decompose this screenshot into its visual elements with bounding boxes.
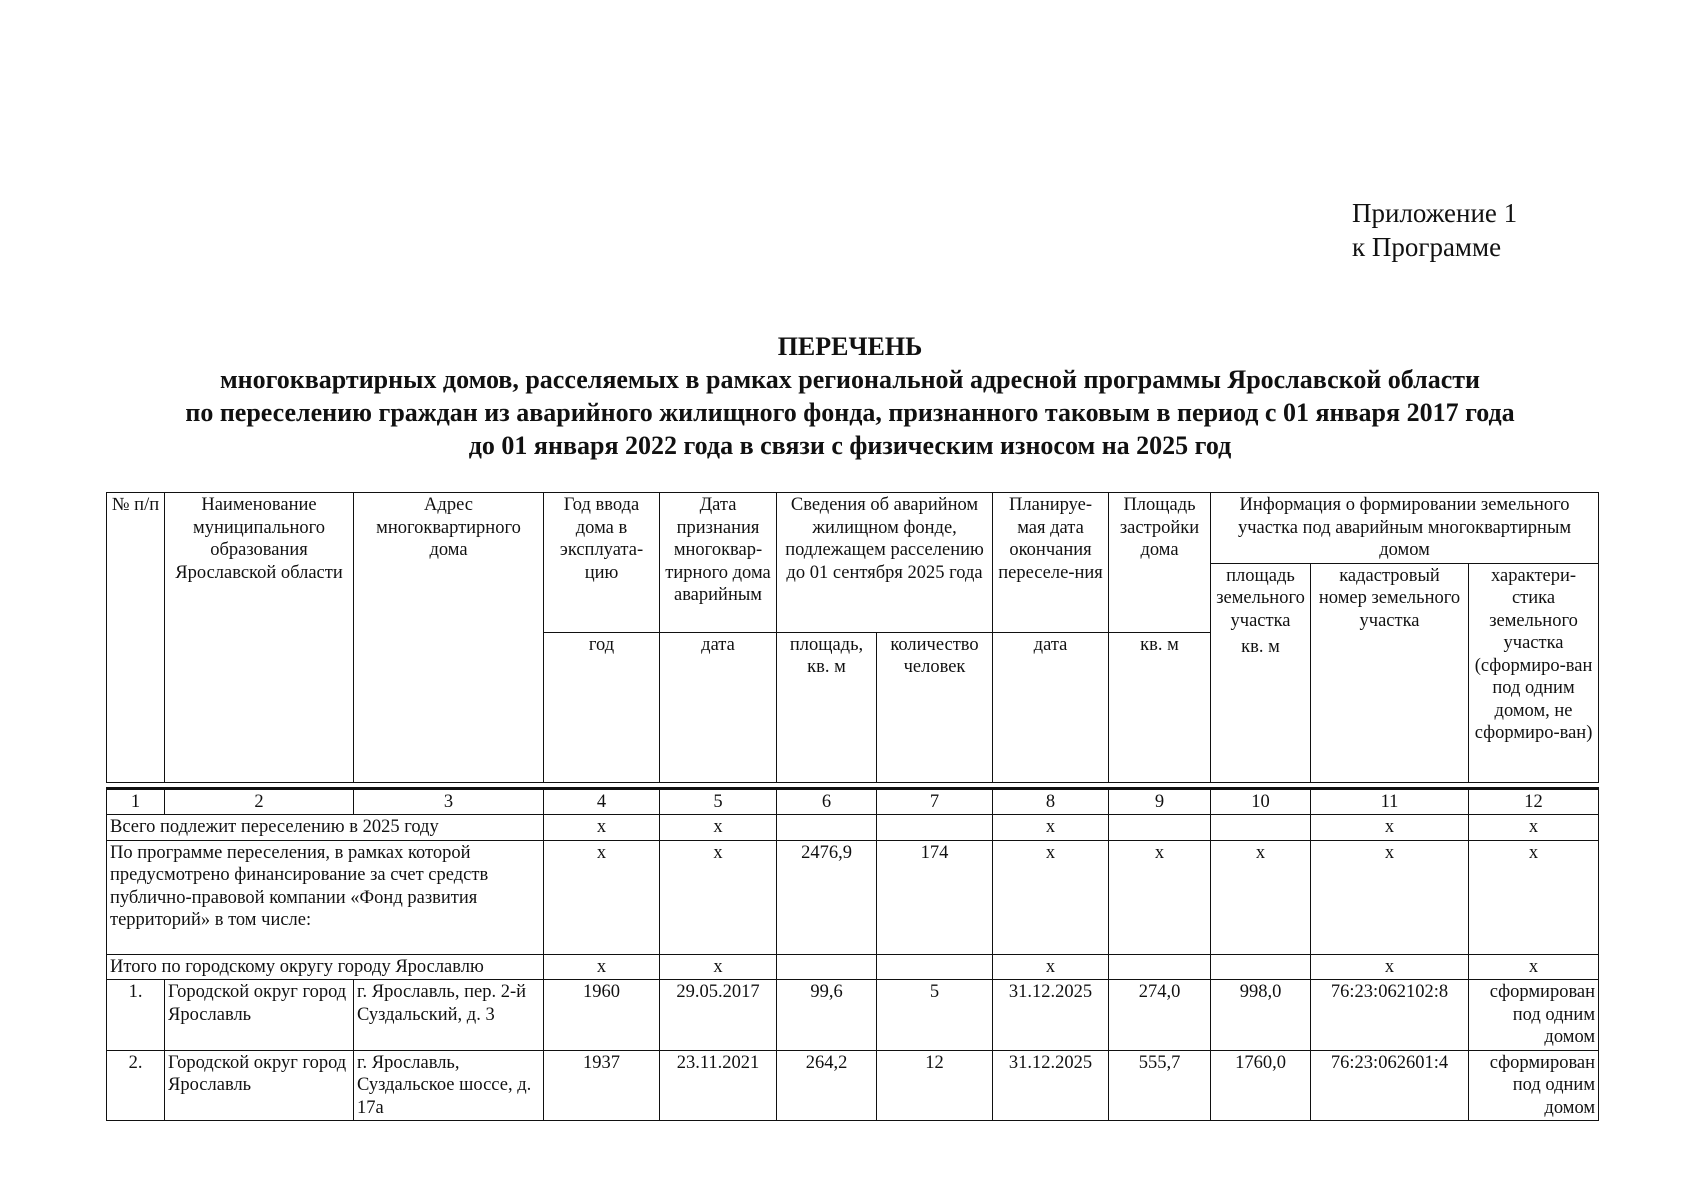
cell-year: 1960 [544, 980, 660, 1051]
cell-date: 23.11.2021 [660, 1050, 777, 1121]
col-number: 9 [1109, 788, 1211, 815]
col-number: 8 [993, 788, 1109, 815]
col-number: 10 [1211, 788, 1311, 815]
unit-area: площадь, кв. м [777, 632, 877, 782]
title-line-4: до 01 января 2022 года в связи с физическим износом на 2025 год [468, 431, 1232, 460]
cell [777, 954, 877, 980]
cell-area: 99,6 [777, 980, 877, 1051]
cell-year: 1937 [544, 1050, 660, 1121]
cell [1109, 954, 1211, 980]
cell: х [1211, 840, 1311, 954]
table-row [107, 980, 1599, 1051]
cell [1211, 815, 1311, 841]
cell [877, 954, 993, 980]
cell-municipality: Городской округ город Ярославль [165, 1050, 354, 1121]
header-fund-info: Сведения об аварийном жилищном фонде, подлежащем расселению до 01 сентября 2025 года [777, 493, 993, 633]
table-row-program [107, 840, 1599, 954]
col-number: 2 [165, 788, 354, 815]
col-number: 12 [1469, 788, 1599, 815]
header-address: Адрес многоквартирного дома [354, 493, 544, 783]
title-line-3: по переселению граждан из аварийного жилищного фонда, признанного таковым в период с 01 января 2017 года [185, 398, 1515, 427]
cell: х [1469, 840, 1599, 954]
header-land-status: характери-стика земельного участка (сформиро-ван под одним домом, не сформиро-ван) [1469, 563, 1599, 782]
cell-num: 1. [107, 980, 165, 1051]
appendix-line-2: к Программе [1352, 232, 1502, 262]
cell-built-area: 555,7 [1109, 1050, 1211, 1121]
cell: х [1109, 840, 1211, 954]
header-land-info: Информация о формировании земельного участка под аварийным многоквартирным домом [1211, 493, 1599, 564]
cell-municipality: Городской округ город Ярославль [165, 980, 354, 1051]
cell [1109, 815, 1211, 841]
cell: 174 [877, 840, 993, 954]
cell: х [993, 840, 1109, 954]
cell-address: г. Ярославль, пер. 2-й Суздальский, д. 3 [354, 980, 544, 1051]
title-line-1: ПЕРЕЧЕНЬ [777, 332, 923, 361]
cell: х [1311, 815, 1469, 841]
col-number: 1 [107, 788, 165, 815]
cell-address: г. Ярославль, Суздальское шоссе, д. 17а [354, 1050, 544, 1121]
cell-built-area: 274,0 [1109, 980, 1211, 1051]
header-num: № п/п [107, 493, 165, 783]
header-land-area [1211, 563, 1311, 782]
cell: х [1311, 840, 1469, 954]
header-built-area: Площадь застройки дома [1109, 493, 1211, 633]
cell: х [660, 954, 777, 980]
col-number: 3 [354, 788, 544, 815]
appendix-line-1: Приложение 1 [1352, 198, 1518, 228]
cell: х [993, 815, 1109, 841]
row-label: Всего подлежит переселению в 2025 году [107, 815, 544, 841]
cell-cadastral: 76:23:062601:4 [1311, 1050, 1469, 1121]
cell-date: 29.05.2017 [660, 980, 777, 1051]
cell-num: 2. [107, 1050, 165, 1121]
cell: х [544, 840, 660, 954]
table-row [107, 1050, 1599, 1121]
cell-people: 5 [877, 980, 993, 1051]
document-title [60, 330, 1640, 462]
cell-land-status: сформирован под одним домом [1469, 980, 1599, 1051]
cell-planned: 31.12.2025 [993, 1050, 1109, 1121]
cell: х [1311, 954, 1469, 980]
cell: 2476,9 [777, 840, 877, 954]
col-number: 7 [877, 788, 993, 815]
unit-built-area: кв. м [1109, 632, 1211, 782]
cell [777, 815, 877, 841]
header-planned-date: Планируе-мая дата окончания переселе-ния [993, 493, 1109, 633]
unit-date: дата [660, 632, 777, 782]
col-number: 5 [660, 788, 777, 815]
cell-land-area: 1760,0 [1211, 1050, 1311, 1121]
row-label: По программе переселения, в рамках которой предусмотрено финансирование за счет средств публично-правовой компании «Фонд развития территорий» в том числе: [107, 840, 544, 954]
cell [877, 815, 993, 841]
cell-land-area: 998,0 [1211, 980, 1311, 1051]
header-date: Дата признания многоквар-тирного дома аварийным [660, 493, 777, 633]
cell: х [993, 954, 1109, 980]
housing-table [106, 492, 1599, 1121]
cell: х [1469, 954, 1599, 980]
cell: х [544, 815, 660, 841]
cell-planned: 31.12.2025 [993, 980, 1109, 1051]
table-row-total [107, 815, 1599, 841]
cell: х [660, 840, 777, 954]
header-cadastral: кадастровый номер земельного участка [1311, 563, 1469, 782]
col-number: 6 [777, 788, 877, 815]
cell-cadastral: 76:23:062102:8 [1311, 980, 1469, 1051]
cell-people: 12 [877, 1050, 993, 1121]
table-row-city-total [107, 954, 1599, 980]
cell-area: 264,2 [777, 1050, 877, 1121]
unit-year: год [544, 632, 660, 782]
cell-land-status: сформирован под одним домом [1469, 1050, 1599, 1121]
cell [1211, 954, 1311, 980]
title-line-2: многоквартирных домов, расселяемых в рамках региональной адресной программы Ярославской области [219, 365, 1481, 394]
unit-people: количество человек [877, 632, 993, 782]
row-label: Итого по городскому округу городу Ярославлю [107, 954, 544, 980]
col-number: 4 [544, 788, 660, 815]
cell: х [544, 954, 660, 980]
header-municipality: Наименование муниципального образования Ярославской области [165, 493, 354, 783]
cell: х [1469, 815, 1599, 841]
header-land-area-unit: кв. м [1241, 637, 1280, 657]
header-land-area-label: площадь земельного участка [1216, 565, 1305, 631]
col-number: 11 [1311, 788, 1469, 815]
cell: х [660, 815, 777, 841]
header-year: Год ввода дома в эксплуата-цию [544, 493, 660, 633]
unit-planned: дата [993, 632, 1109, 782]
appendix-note [1352, 196, 1517, 264]
